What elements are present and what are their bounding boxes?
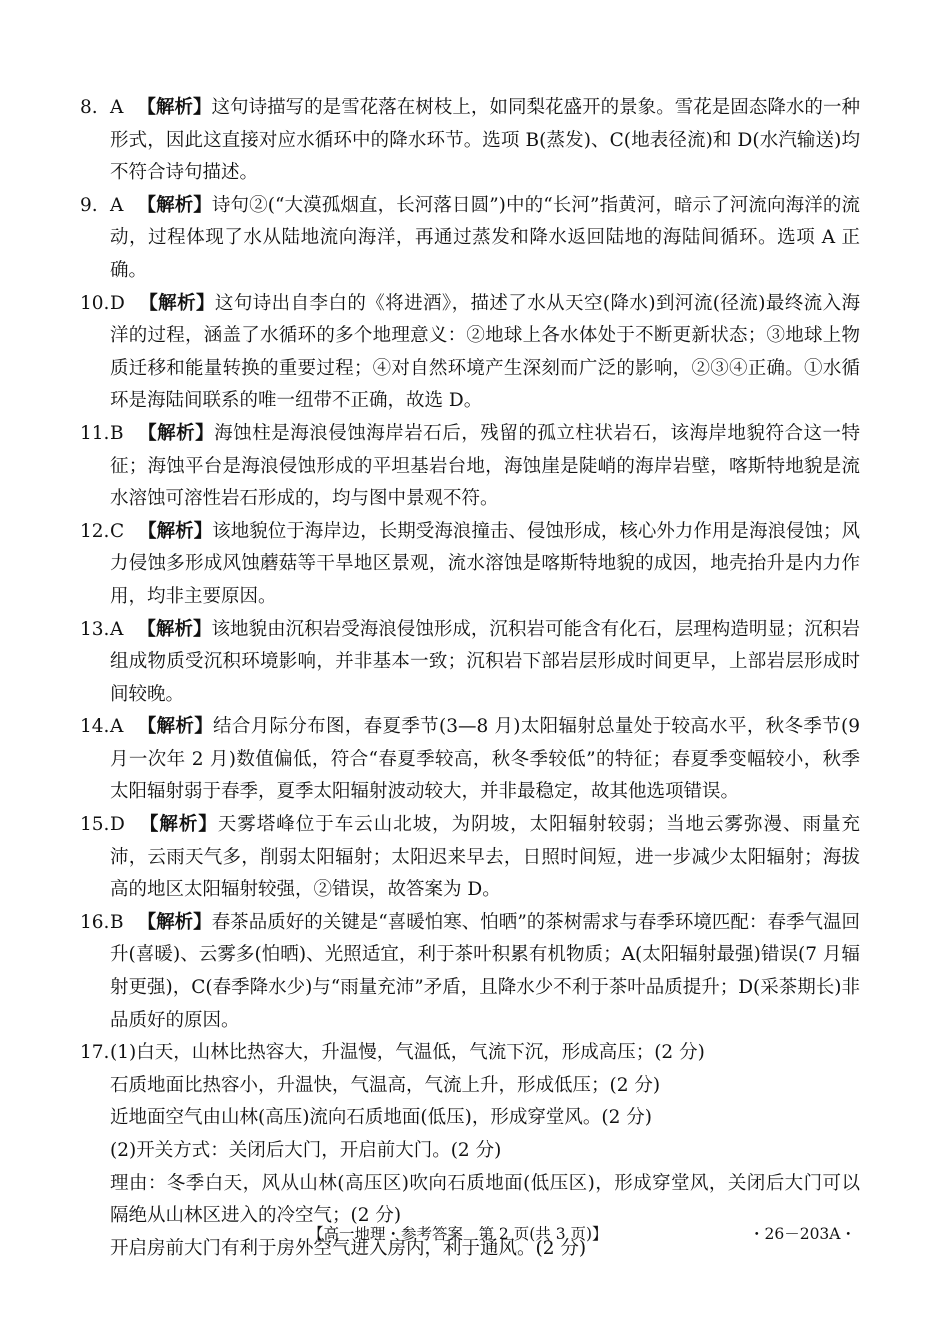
analysis-text: 结合月际分布图，春夏季节(3—8 月)太阳辐射总量处于较高水平，秋冬季节(9 月一次年 2 月)数值偏低，符合“春夏季较高，秋冬季较低”的特征；春夏季变幅较小，秋季太阳辐射弱于春季，夏季太阳辐射波动较大，并非最稳定，故其他选项错误。 — [110, 716, 860, 803]
analysis-text: 海蚀柱是海浪侵蚀海岸岩石后，残留的孤立柱状岩石，该海岸地貌符合这一特征；海蚀平台是海浪侵蚀形成的平坦基岩台地，海蚀崖是陡峭的海岸岩壁，喀斯特地貌是流水溶蚀可溶性岩石形成的，均与图中景观不符。 — [110, 422, 860, 510]
analysis-text: 这句诗出自李白的《将进酒》，描述了水从天空(降水)到河流(径流)最终流入海洋的过程，涵盖了水循环的多个地理意义：②地球上各水体处于不断更新状态；③地球上物质迁移和能量转换的重要过程；④对自然环境产生深刻而广泛的影响，②③④正确。①水循环是海陆间联系的唯一纽带不正确，故选 D。 — [110, 292, 860, 412]
analysis-tag: 【解析】 — [137, 618, 212, 640]
question-number: 12. — [80, 520, 110, 542]
analysis-text: 天雾塔峰位于车云山北坡，为阴坡，太阳辐射较弱；当地云雾弥漫、雨量充沛，云雨天气多，削弱太阳辐射；太阳迟来早去，日照时间短，进一步减少太阳辐射；海拔高的地区太阳辐射较强，②错误，故答案为 D。 — [110, 814, 860, 901]
answer-line: 近地面空气由山林(高压)流向石质地面(低压)，形成穿堂风。(2 分) — [110, 1107, 652, 1129]
footer-code: ・26－203A・ — [748, 1225, 856, 1243]
question-number: 8. — [80, 97, 98, 118]
question-number: 16. — [80, 911, 110, 933]
answer-item-14 — [80, 711, 860, 809]
question-number: 11. — [80, 422, 110, 444]
answer-line: (2)开关方式：关闭后大门，开启前大门。(2 分) — [110, 1140, 502, 1161]
analysis-tag: 【解析】 — [137, 911, 212, 933]
answer-line: (1)白天，山林比热容大，升温慢，气温低，气流下沉，形成高压；(2 分) — [110, 1042, 705, 1064]
analysis-tag: 【解析】 — [138, 814, 218, 836]
answer-choice: D — [110, 814, 125, 836]
analysis-text: 春茶品质好的关键是“喜暖怕寒、怕晒”的茶树需求与春季环境匹配：春季气温回升(喜暖)、云雾多(怕晒)、光照适宜，利于茶叶积累有机物质；A(太阳辐射最强)错误(7 月辐射更强)，C(春季降水少)与“雨量充沛”矛盾，且降水少不利于茶叶品质提升；D(采茶期长)非品质好的原因。 — [110, 911, 860, 1031]
question-number: 10. — [80, 292, 110, 314]
question-number: 14. — [80, 716, 110, 738]
answer-item-10 — [80, 288, 860, 418]
answer-list — [80, 92, 860, 1265]
answer-item-16 — [80, 907, 860, 1037]
analysis-text: 该地貌由沉积岩受海浪侵蚀形成，沉积岩可能含有化石，层理构造明显；沉积岩组成物质受沉积环境影响，并非基本一致；沉积岩下部岩层形成时间更早，上部岩层形成时间较晚。 — [110, 618, 860, 705]
answer-choice: A — [110, 194, 124, 216]
answer-choice: B — [110, 422, 124, 444]
analysis-text: 这句诗描写的是雪花落在树枝上，如同梨花盛开的景象。雪花是固态降水的一种形式，因此这直接对应水循环中的降水环节。选项 B(蒸发)、C(地表径流)和 D(水汽输送)均不符合诗句描述。 — [110, 97, 860, 184]
answer-item-12 — [80, 516, 860, 614]
answer-choice: A — [110, 97, 124, 118]
answer-item-8 — [80, 92, 860, 190]
question-number: 15. — [80, 814, 110, 836]
analysis-tag: 【解析】 — [137, 422, 215, 444]
analysis-tag: 【解析】 — [138, 520, 213, 542]
answer-item-13 — [80, 614, 860, 712]
answer-line: 理由：冬季白天，风从山林(高压区)吹向石质地面(低压区)，形成穿堂风，关闭后大门可以隔绝从山林区进入的冷空气；(2 分) — [110, 1172, 860, 1227]
analysis-tag: 【解析】 — [137, 194, 212, 216]
answer-choice: B — [110, 911, 124, 933]
analysis-text: 诗句②(“大漠孤烟直，长河落日圆”)中的“长河”指黄河，暗示了河流向海洋的流动，过程体现了水从陆地流向海洋，再通过蒸发和降水返回陆地的海陆间循环。选项 A 正确。 — [110, 194, 860, 281]
question-number: 13. — [80, 618, 110, 640]
page-footer — [0, 1222, 950, 1252]
answer-choice: A — [110, 618, 124, 640]
answer-choice: A — [110, 716, 124, 738]
answer-choice: D — [110, 292, 125, 314]
question-number: 9. — [80, 194, 98, 216]
answer-line: 石质地面比热容小，升温快，气温高，气流上升，形成低压；(2 分) — [110, 1074, 661, 1096]
analysis-tag: 【解析】 — [137, 97, 212, 118]
answer-choice: C — [110, 520, 125, 542]
answer-item-15 — [80, 809, 860, 907]
analysis-tag: 【解析】 — [138, 292, 215, 314]
question-number: 17. — [80, 1042, 110, 1064]
answer-item-9 — [80, 190, 860, 288]
answer-item-11 — [80, 418, 860, 516]
analysis-text: 该地貌位于海岸边，长期受海浪撞击、侵蚀形成，核心外力作用是海浪侵蚀；风力侵蚀多形成风蚀蘑菇等干旱地区景观，流水溶蚀是喀斯特地貌的成因，地壳抬升是内力作用，均非主要原因。 — [110, 520, 860, 607]
answer-line: 开启房前大门有利于房外空气进入房内，利于通风。(2 分) — [110, 1237, 587, 1259]
footer-title: 【高一地理・参考答案 第 2 页(共 3 页)】 — [308, 1225, 608, 1243]
analysis-tag: 【解析】 — [137, 716, 214, 738]
